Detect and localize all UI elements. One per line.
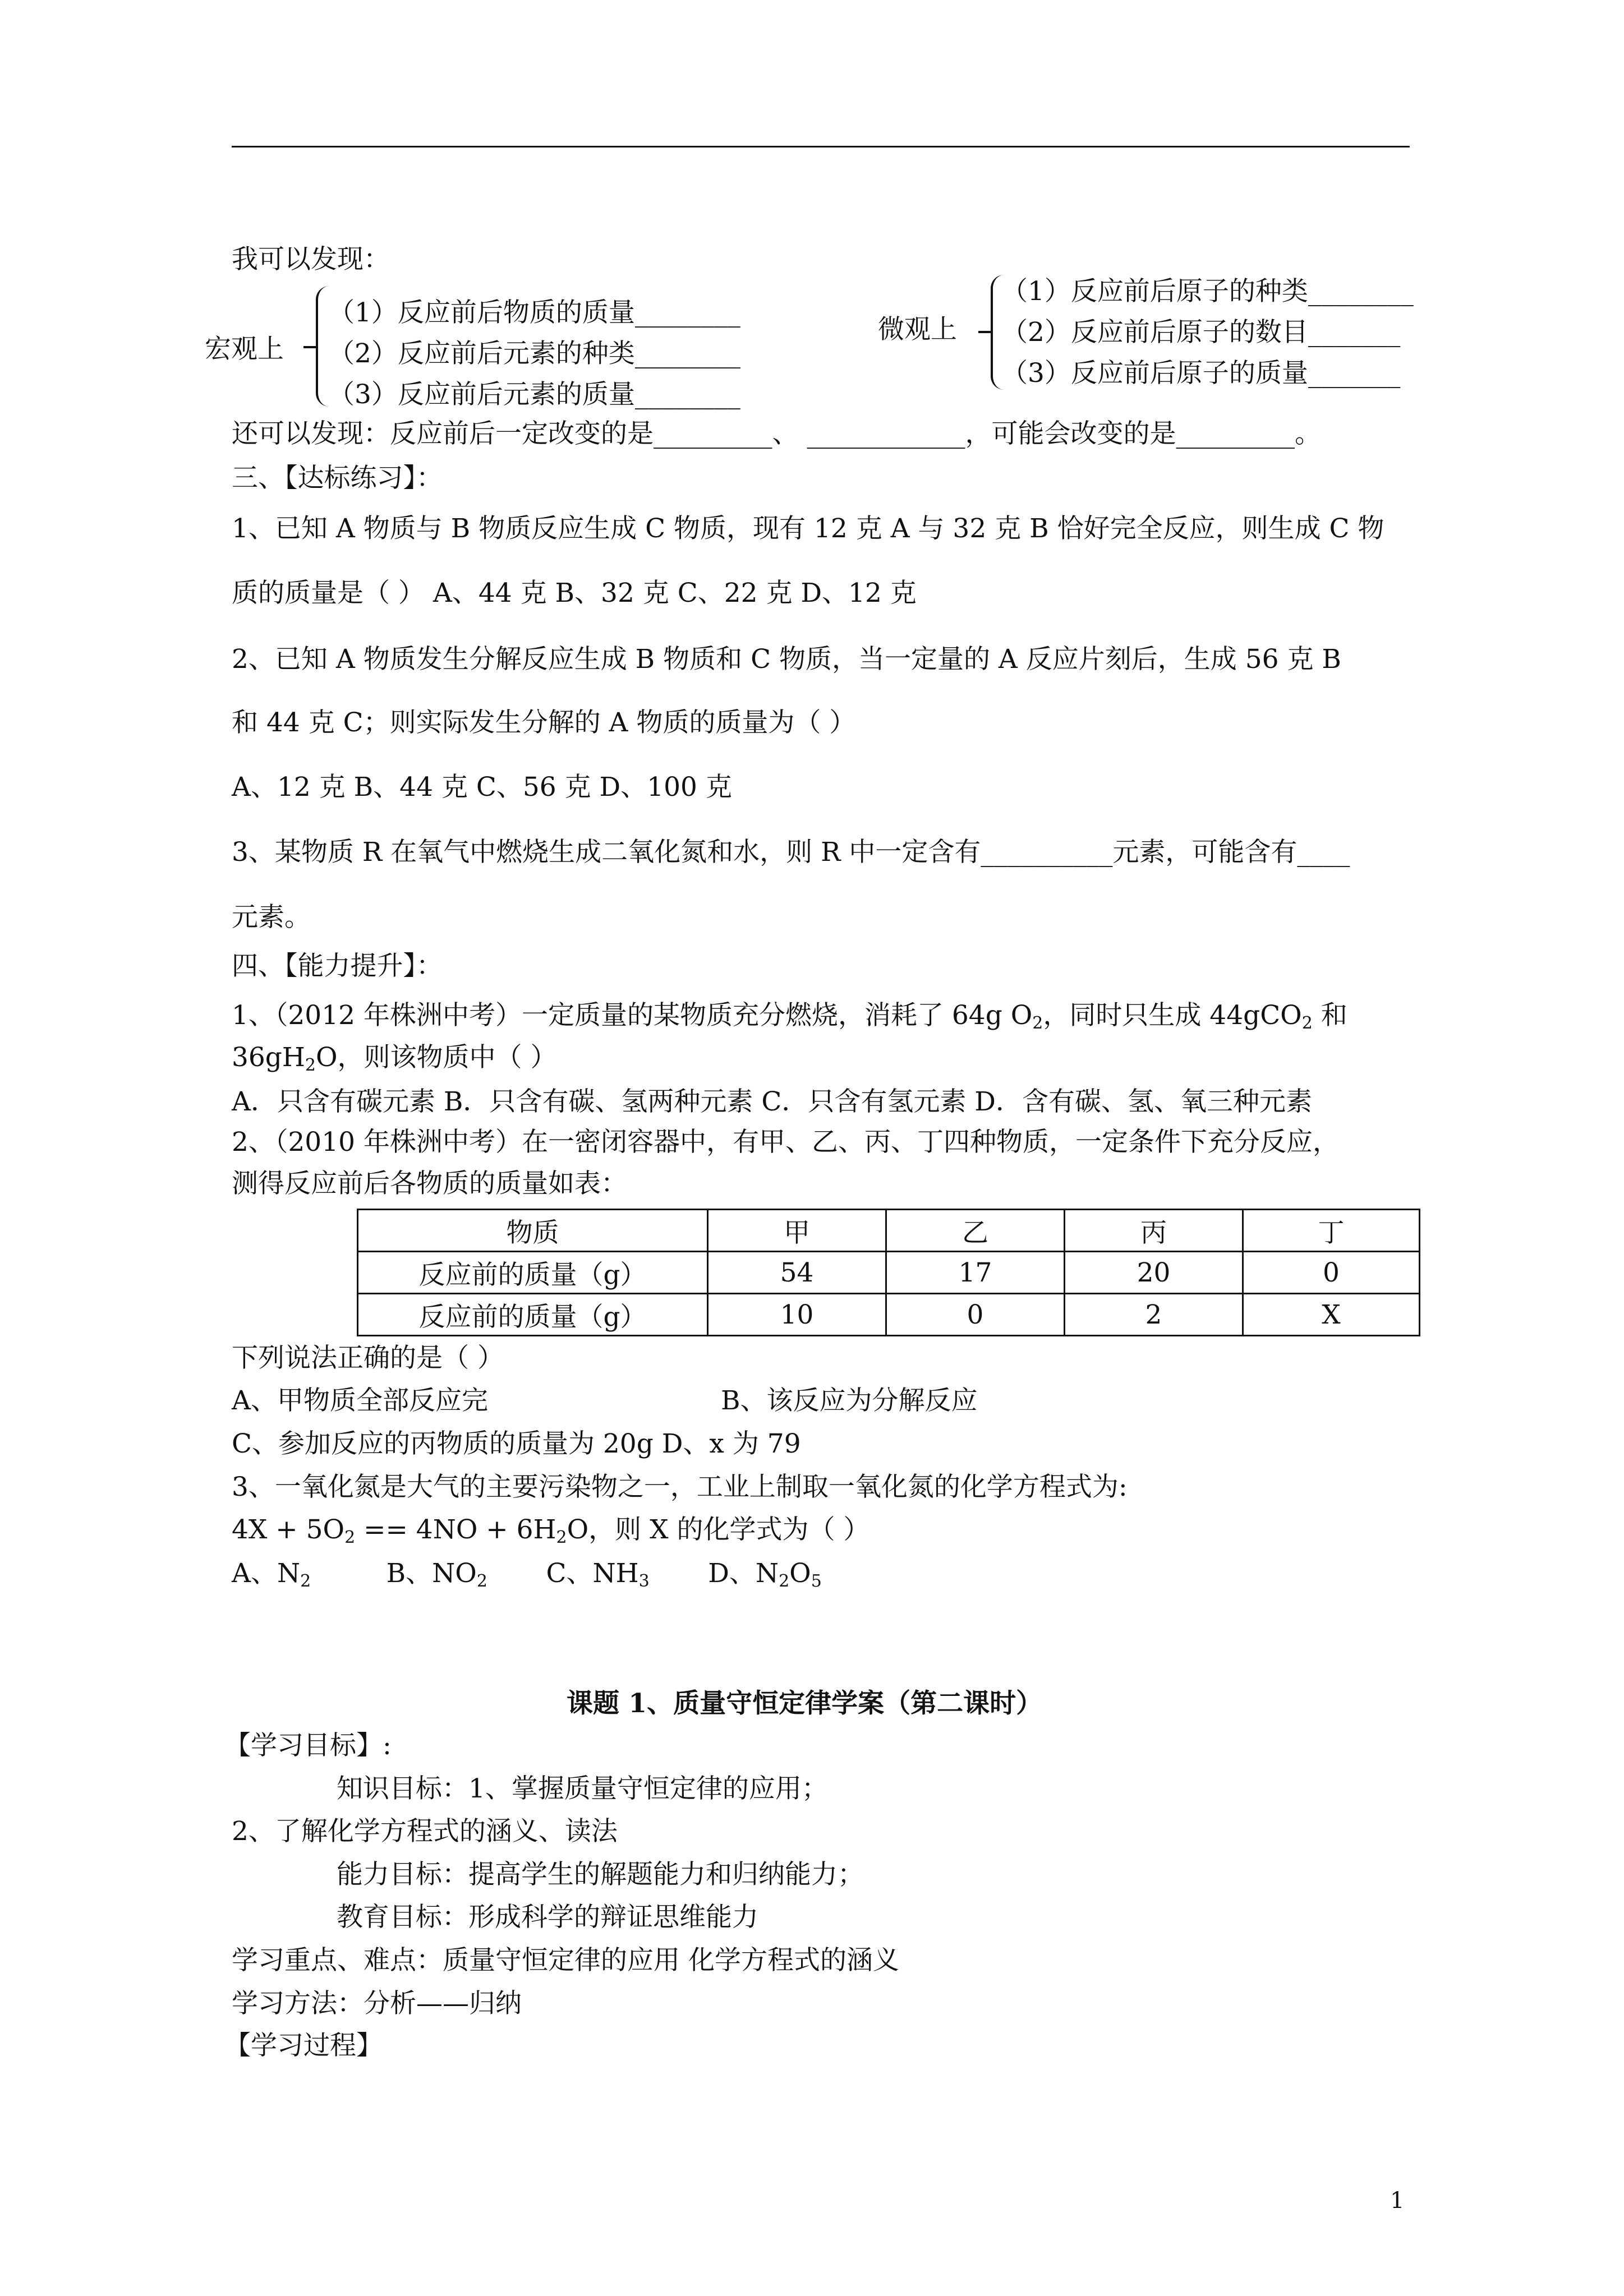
table-header-cell: 乙 bbox=[886, 1210, 1065, 1252]
goal-ability: 能力目标：提高学生的解题能力和归纳能力； bbox=[337, 1859, 864, 1890]
table-cell: 反应前的质量（g） bbox=[358, 1252, 708, 1294]
table-header-cell: 丙 bbox=[1065, 1210, 1243, 1252]
section3-heading: 三、【达标练习】： bbox=[232, 463, 443, 494]
s4-q2-option-cd: C、参加反应的丙物质的质量为 20g D、x 为 79 bbox=[232, 1428, 801, 1459]
s3-q1-line2: 质的质量是（ ） A、44 克 B、32 克 C、22 克 D、12 克 bbox=[232, 578, 917, 608]
s4-q2-prompt: 下列说法正确的是（ ） bbox=[232, 1343, 504, 1373]
study-method: 学习方法：分析——归纳 bbox=[232, 1988, 522, 2019]
table-header-cell: 丁 bbox=[1243, 1210, 1420, 1252]
s3-q2-line1: 2、已知 A 物质发生分解反应生成 B 物质和 C 物质，当一定量的 A 反应片刻后，生成 56 克 B bbox=[232, 644, 1341, 675]
table-cell: 2 bbox=[1065, 1294, 1243, 1336]
table-cell: 17 bbox=[886, 1252, 1065, 1294]
page-number: 1 bbox=[1390, 2188, 1405, 2214]
table-header-cell: 物质 bbox=[358, 1210, 708, 1252]
s4-q2-line2: 测得反应前后各物质的质量如表： bbox=[232, 1168, 627, 1199]
section4-heading: 四、【能力提升】： bbox=[232, 951, 443, 981]
s4-q1-line1: 1、（2012 年株洲中考）一定质量的某物质充分燃烧，消耗了 64g $O_2$，同时只生成 44gCO$_2$ 和 bbox=[232, 1000, 1347, 1033]
header-rule bbox=[232, 146, 1410, 147]
table-header-row bbox=[358, 1210, 1420, 1252]
micro-brace-tip bbox=[978, 331, 993, 333]
discover-also: 还可以发现：反应前后一定改变的是_________、 ____________，可能会改变的是_________。 bbox=[232, 418, 1321, 449]
focus-points: 学习重点、难点：质量守恒定律的应用 化学方程式的涵义 bbox=[232, 1945, 899, 1976]
table-cell: 0 bbox=[1243, 1252, 1420, 1294]
s4-q1-options: A．只含有碳元素 B．只含有碳、氢两种元素 C．只含有氢元素 D．含有碳、氢、氧三种元素 bbox=[232, 1086, 1312, 1117]
table-cell: 54 bbox=[708, 1252, 886, 1294]
table-cell: X bbox=[1243, 1294, 1420, 1336]
process-heading: 【学习过程】 bbox=[224, 2030, 383, 2061]
table-cell: 反应前的质量（g） bbox=[358, 1294, 708, 1336]
s4-q2-option-b: B、该反应为分解反应 bbox=[721, 1385, 978, 1416]
macro-item-3: （3）反应前后元素的质量________ bbox=[328, 379, 740, 410]
table-header-cell: 甲 bbox=[708, 1210, 886, 1252]
micro-item-2: （2）反应前后原子的数目_______ bbox=[1001, 317, 1401, 348]
s4-q2-option-a: A、甲物质全部反应完 bbox=[232, 1385, 488, 1416]
discover-intro: 我可以发现： bbox=[232, 244, 390, 275]
goal-education: 教育目标：形成科学的辩证思维能力 bbox=[337, 1902, 758, 1933]
goal-knowledge-2: 2、了解化学方程式的涵义、读法 bbox=[232, 1816, 618, 1847]
table-cell: 10 bbox=[708, 1294, 886, 1336]
macro-item-1: （1）反应前后物质的质量________ bbox=[328, 297, 740, 328]
macro-brace-tip bbox=[303, 346, 318, 348]
micro-item-3: （3）反应前后原子的质量_______ bbox=[1001, 358, 1401, 389]
s4-q3-options: A、$N_2$ B、$NO_2$ C、$NH_3$ D、$N_2O_5$ bbox=[232, 1558, 822, 1591]
table-row bbox=[358, 1294, 1420, 1336]
s4-q3-line1: 3、一氧化氮是大气的主要污染物之一，工业上制取一氧化氮的化学方程式为: bbox=[232, 1472, 1128, 1502]
macro-label: 宏观上 bbox=[205, 334, 284, 365]
mass-table bbox=[357, 1209, 1420, 1336]
goals-heading: 【学习目标】: bbox=[224, 1730, 392, 1761]
s3-q3-line2: 元素。 bbox=[232, 902, 311, 933]
goal-knowledge: 知识目标：1、掌握质量守恒定律的应用； bbox=[337, 1773, 828, 1804]
s3-q1-line1: 1、已知 A 物质与 B 物质反应生成 C 物质，现有 12 克 A 与 32 克 B 恰好完全反应，则生成 C 物 bbox=[232, 513, 1384, 544]
s3-q3-line1: 3、某物质 R 在氧气中燃烧生成二氧化氮和水，则 R 中一定含有__________元素，可能含有____ bbox=[232, 837, 1350, 868]
s3-q2-options: A、12 克 B、44 克 C、56 克 D、100 克 bbox=[232, 772, 732, 803]
table-cell: 20 bbox=[1065, 1252, 1243, 1294]
s3-q2-line2: 和 44 克 C；则实际发生分解的 A 物质的质量为（ ） bbox=[232, 707, 856, 738]
macro-item-2: （2）反应前后元素的种类________ bbox=[328, 338, 740, 369]
s4-q3-equation: $4X + 5O_2 == 4NO + 6H_2O$，则 X 的化学式为（ ） bbox=[232, 1514, 870, 1547]
micro-item-1: （1）反应前后原子的种类________ bbox=[1001, 276, 1414, 307]
s4-q1-line2: $36gH_2O$，则该物质中（ ） bbox=[232, 1042, 557, 1075]
s4-q2-line1: 2、（2010 年株洲中考）在一密闭容器中，有甲、乙、丙、丁四种物质，一定条件下充分反应， bbox=[232, 1127, 1339, 1158]
table-cell: 0 bbox=[886, 1294, 1065, 1336]
micro-label: 微观上 bbox=[878, 314, 957, 345]
table-row bbox=[358, 1252, 1420, 1294]
lesson-title: 课题 1、质量守恒定律学案（第二课时） bbox=[567, 1688, 1043, 1719]
